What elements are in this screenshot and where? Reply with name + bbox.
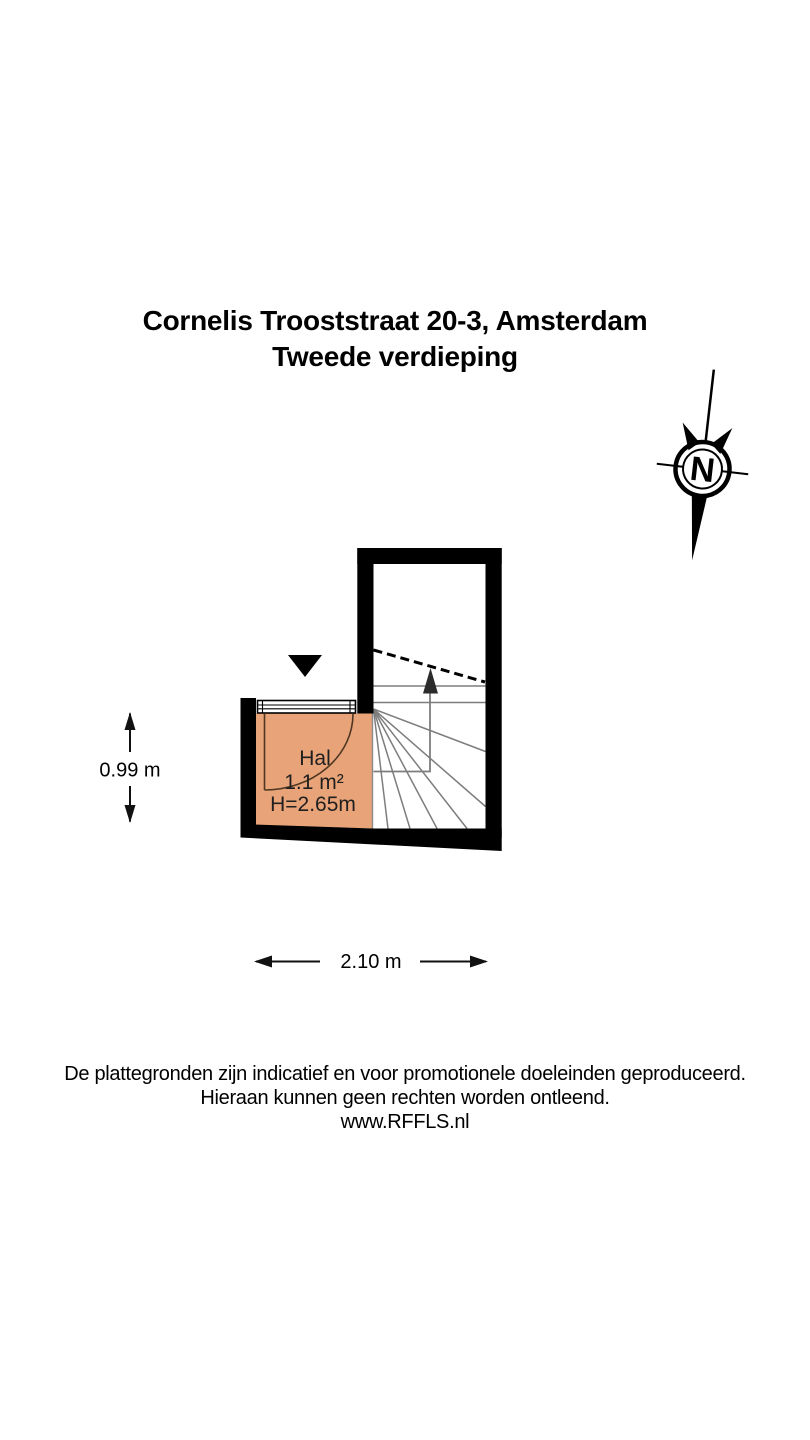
room-name-label: Hal (299, 747, 331, 770)
stair-winder-line (374, 709, 389, 829)
staircase (374, 686, 486, 829)
dimension-width-label: 2.10 m (340, 951, 402, 973)
compass-north-label: N (688, 449, 717, 491)
dimension-horizontal (254, 951, 488, 973)
disclaimer (0, 1062, 810, 1134)
compass-rose (646, 364, 759, 565)
dimension-depth-label: 0.99 m (99, 759, 161, 782)
hal-left-wall (241, 698, 257, 837)
hal-window (258, 701, 356, 714)
disclaimer-line-1: De plattegronden zijn indicatief en voor promotionele doeleinden geproduceerd. (64, 1063, 746, 1085)
room-height-label: H=2.65m (270, 793, 356, 816)
title-floor: Tweede verdieping (272, 341, 518, 372)
arrowhead-left-icon (254, 956, 272, 968)
arrowhead-up-icon (125, 712, 136, 730)
room-area-label: 1.1 m² (284, 771, 344, 794)
stair-walk-line (374, 692, 431, 772)
arrowhead-down-icon (125, 805, 136, 823)
disclaimer-line-2: Hieraan kunnen geen rechten worden ontleend. (200, 1087, 610, 1109)
dimension-vertical (99, 712, 160, 823)
arrowhead-right-icon (470, 956, 488, 968)
window-frame (258, 701, 356, 714)
stairwell-left-wall (357, 548, 373, 714)
compass-south-tail (684, 492, 708, 561)
stairwell-right-wall (486, 548, 502, 838)
stairwell-top-wall (357, 548, 501, 564)
entrance-direction-triangle (288, 655, 322, 677)
footer-website: www.RFFLS.nl (340, 1111, 470, 1133)
title-address: Cornelis Trooststraat 20-3, Amsterdam (142, 305, 648, 336)
stair-up-arrow-icon (423, 668, 438, 694)
